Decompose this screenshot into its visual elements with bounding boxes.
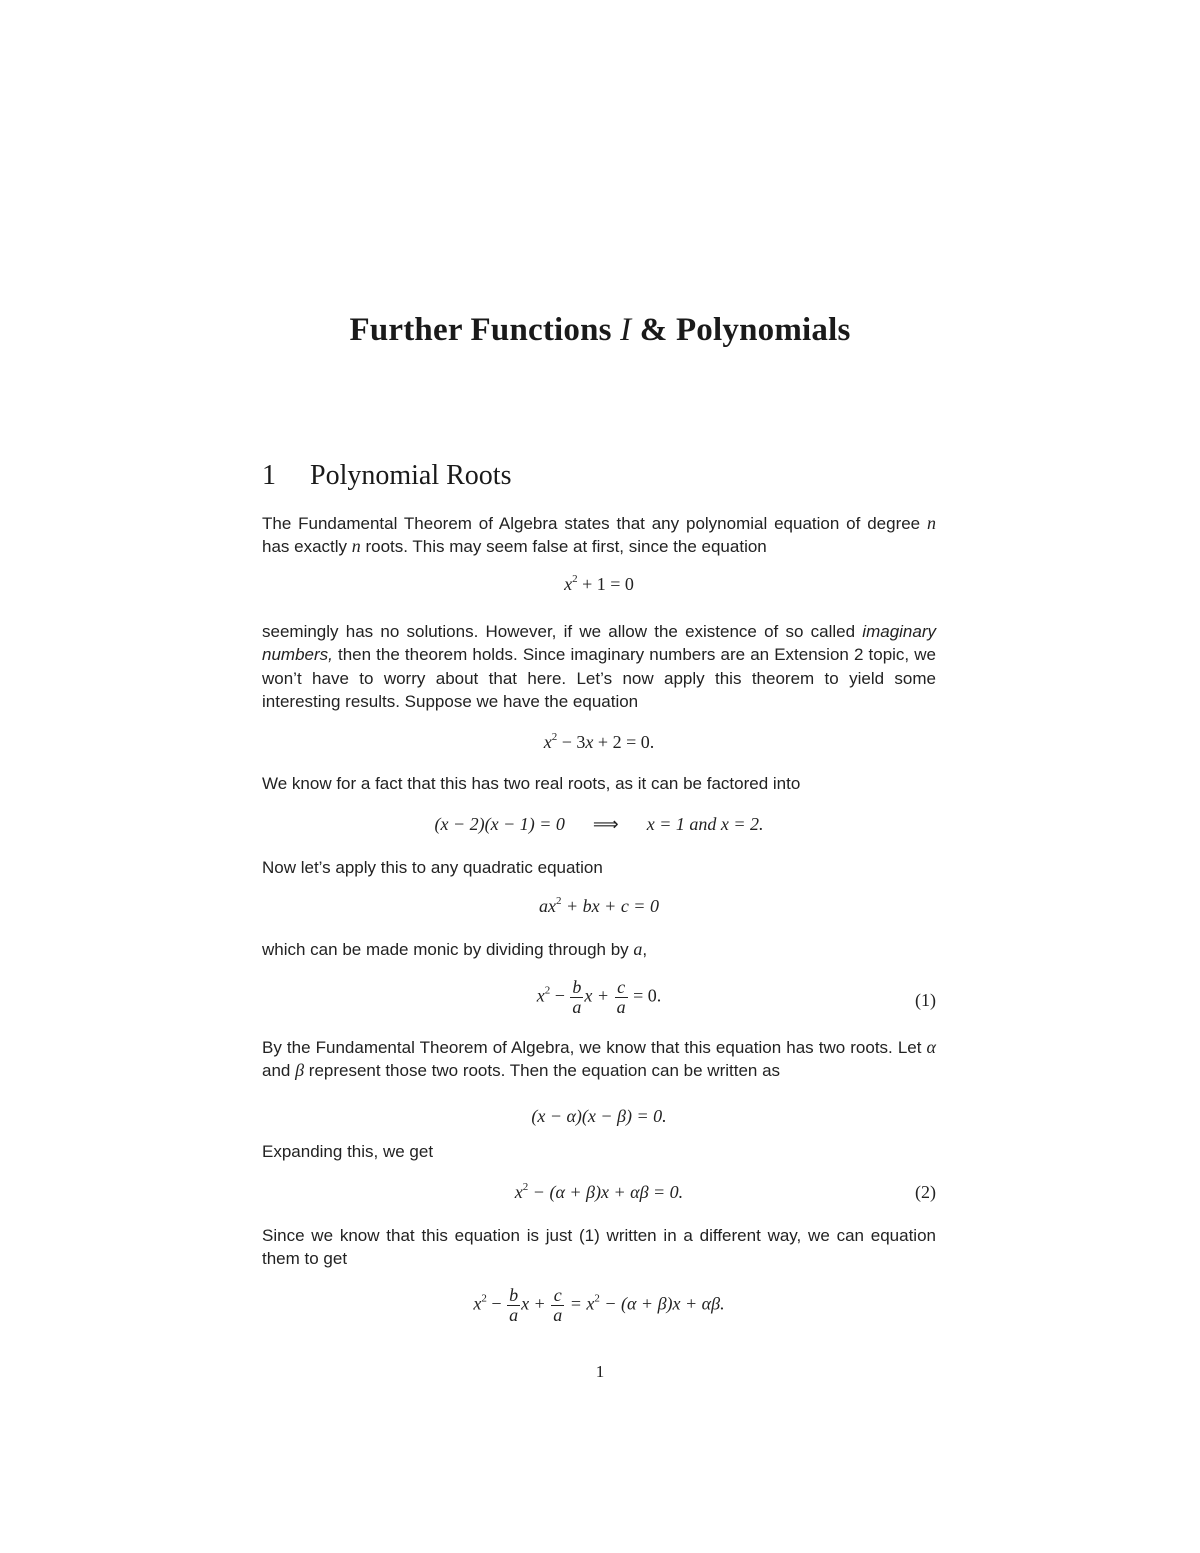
p2-text-a: seemingly has no solutions. However, if we allow the existence of so called (262, 622, 863, 641)
p6-text-a: By the Fundamental Theorem of Algebra, we know that this equation has two roots. Let (262, 1038, 927, 1057)
p6-text-c: represent those two roots. Then the equation can be written as (304, 1061, 781, 1081)
frac-num: c (551, 1286, 564, 1306)
eq-rest: − (α + β)x + αβ. (599, 1293, 725, 1314)
eq-text-b: + bx + c = 0 (561, 896, 659, 916)
p5-text-a: which can be made monic by dividing through by (262, 940, 634, 959)
eq-exponent: 2 (551, 731, 558, 743)
equation-factored (262, 814, 936, 835)
document-title (0, 312, 1200, 349)
frac-den: a (616, 996, 626, 1017)
title-text-post: & Polynomials (631, 312, 851, 348)
p1-text-b: has exactly (262, 537, 352, 557)
paragraph-3: We know for a fact that this has two real roots, as it can be factored into (262, 774, 801, 793)
equation-general-quadratic (262, 896, 936, 917)
eq-end: = 0. (628, 985, 662, 1006)
frac-num: b (509, 1285, 519, 1305)
eq-text-a: ax (539, 896, 557, 916)
equation-1-monic (262, 978, 936, 1017)
eq-rest: + 1 = 0 (577, 574, 634, 594)
eq-exponent: 2 (556, 895, 562, 907)
p5-text-b: , (642, 940, 648, 959)
frac-den: a (553, 1304, 563, 1325)
section-title: Polynomial Roots (310, 460, 512, 491)
equation-quadratic-example (262, 732, 936, 753)
section-number: 1 (262, 460, 276, 491)
equation-factored-roots (262, 1106, 936, 1127)
equation-comparison (262, 1286, 936, 1325)
eq-var: x (536, 985, 545, 1006)
var-n: n (927, 513, 936, 533)
equation-2-expanded (262, 1182, 936, 1203)
section-heading (262, 460, 511, 492)
paragraph-2 (262, 620, 936, 714)
paragraph-8: Since we know that this equation is just (1) written in a different way, we can equation them to get (262, 1226, 936, 1269)
fraction-c-over-a (551, 1286, 564, 1325)
fraction-b-over-a (570, 978, 583, 1017)
eq-exponent: 2 (572, 573, 578, 585)
fraction-c-over-a (615, 978, 628, 1017)
p6-text-b: and (262, 1061, 296, 1081)
paragraph-5 (262, 938, 936, 961)
p1-text-a: The Fundamental Theorem of Algebra states that any polynomial equation of degree (262, 514, 927, 533)
p2-text-b: then the theorem holds. Since imaginary numbers are an Extension 2 topic, we won’t have to worry about that here. Let’s now apply this theorem to yield some interesting results. Suppose we have the equation (262, 645, 936, 712)
eq-var: x (564, 574, 573, 594)
p1-text-c: roots. This may seem false at first, since the equation (360, 537, 767, 557)
eq-var: x (543, 732, 552, 752)
frac-num: c (615, 978, 628, 998)
frac-den: a (572, 996, 582, 1017)
eq-exponent: 2 (544, 984, 551, 997)
eq-left: (x − 2)(x − 1) = 0 (434, 814, 565, 834)
eq-var: x (514, 1182, 523, 1202)
paragraph-1 (262, 512, 936, 559)
eq-rest: + 2 = 0. (593, 732, 655, 752)
eq-op: − (486, 1293, 507, 1314)
eq-op: − (550, 985, 570, 1006)
eq-op: = x (565, 1293, 595, 1314)
implies-arrow: ⟹ (592, 814, 619, 834)
eq-rest: − (α + β)x + αβ = 0. (528, 1182, 684, 1202)
var-alpha: α (926, 1037, 936, 1057)
fraction-b-over-a (507, 1286, 520, 1325)
paragraph-4: Now let’s apply this to any quadratic equation (262, 858, 603, 877)
p2-emphasis: imaginary numbers, (262, 622, 936, 665)
eq-exponent: 2 (594, 1292, 600, 1305)
equation-x2-plus-1 (262, 574, 936, 595)
equation-label-1: (1) (915, 990, 936, 1010)
frac-den: a (509, 1304, 519, 1325)
paragraph-6 (262, 1036, 936, 1083)
equation-label-2: (2) (915, 1182, 936, 1202)
eq-var: x (473, 1293, 482, 1314)
var-n: n (351, 536, 361, 557)
eq-exponent: 2 (522, 1181, 529, 1193)
title-text-italic: I (620, 312, 632, 348)
page-number: 1 (595, 1362, 605, 1381)
eq-exponent: 2 (481, 1292, 487, 1305)
eq-text: (x − α)(x − β) = 0. (531, 1106, 667, 1126)
title-text-pre: Further Functions (349, 312, 621, 348)
var-beta: β (295, 1060, 305, 1081)
eq-mid: − 3 (557, 732, 586, 752)
frac-num: b (572, 977, 582, 997)
eq-right: x = 1 and x = 2. (646, 814, 764, 834)
var-a: a (633, 939, 643, 959)
eq-var: x (585, 732, 594, 752)
eq-op: x + (584, 985, 614, 1006)
paragraph-7: Expanding this, we get (262, 1142, 434, 1161)
eq-op: x + (521, 1293, 551, 1314)
